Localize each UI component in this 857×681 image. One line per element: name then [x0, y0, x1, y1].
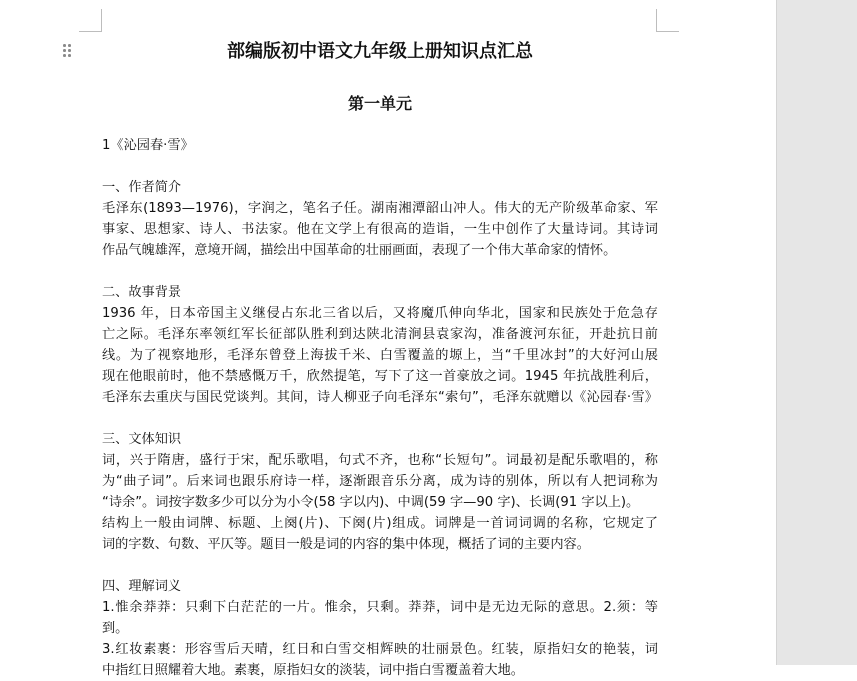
- paragraph-line: “诗余”。词按字数多少可以分为小令(58 字以内)、中调(59 字—90 字)、长调(91 字以上)。: [102, 495, 640, 510]
- drag-handle-icon[interactable]: [63, 44, 71, 58]
- paragraph-line: 事家、思想家、诗人、书法家。他在文学上有很高的造诣，一生中创作了大量诗词。其诗词: [102, 222, 658, 237]
- page-margin-corner-top-right: [656, 9, 679, 32]
- paragraph-line: 作品气魄雄浑，意境开阔，描绘出中国革命的壮丽画面，表现了一个伟大革命家的情怀。: [102, 243, 617, 258]
- section-heading-background: 二、故事背景: [102, 285, 182, 300]
- paragraph-line: 毛泽东去重庆与国民党谈判。其间，诗人柳亚子向毛泽东“索句”，毛泽东就赠以《沁园春·雪》: [102, 390, 658, 405]
- paragraph-line: 亡之际。毛泽东率领红军长征部队胜利到达陕北清涧县袁家沟，准备渡河东征，开赴抗日前: [102, 327, 658, 342]
- paragraph-line: 中指红日照耀着大地。素裹，原指妇女的淡装，词中指白雪覆盖着大地。: [102, 663, 524, 678]
- paragraph-line: 词的字数、句数、平仄等。题目一般是词的内容的集中体现，概括了词的主要内容。: [102, 537, 590, 552]
- paragraph-line: 3.红妆素裹：形容雪后天晴，红日和白雪交相辉映的壮丽景色。红装，原指妇女的艳装，词: [102, 642, 658, 657]
- paragraph-line: 到。: [102, 621, 129, 636]
- paragraph-line: 词，兴于隋唐，盛行于宋，配乐歌唱，句式不齐，也称“长短句”。词最初是配乐歌唱的，称: [102, 453, 658, 468]
- section-heading-vocabulary: 四、理解词义: [102, 579, 182, 594]
- paragraph-line: 线。为了视察地形，毛泽东曾登上海拔千米、白雪覆盖的塬上，当“千里冰封”的大好河山展: [102, 348, 658, 363]
- paragraph-line: 现在他眼前时，他不禁感慨万千，欣然提笔，写下了这一首豪放之词。1945 年抗战胜利后，: [102, 369, 658, 384]
- document-title: 部编版初中语文九年级上册知识点汇总: [227, 41, 533, 62]
- paragraph-line: 结构上一般由词牌、标题、上阕(片)、下阕(片)组成。词牌是一首词词调的名称，它规定了: [102, 516, 658, 531]
- paragraph-line: 1936 年，日本帝国主义继侵占东北三省以后，又将魔爪伸向华北，国家和民族处于危急存: [102, 306, 658, 321]
- window-gutter: [776, 0, 857, 665]
- paragraph-line: 为“曲子词”。后来词也跟乐府诗一样，逐渐跟音乐分离，成为诗的别体，所以有人把词称为: [102, 474, 658, 489]
- paragraph-line: 1.惟余莽莽：只剩下白茫茫的一片。惟余，只剩。莽莽，词中是无边无际的意思。2.须：等: [102, 600, 658, 615]
- section-heading-genre: 三、文体知识: [102, 432, 182, 447]
- unit-title: 第一单元: [347, 94, 412, 113]
- page-margin-corner-top-left: [79, 9, 102, 32]
- lesson-title: 1《沁园春·雪》: [102, 138, 194, 153]
- section-heading-author: 一、作者简介: [102, 180, 182, 195]
- paragraph-line: 毛泽东(1893—1976)，字润之，笔名子任。湖南湘潭韶山冲人。伟大的无产阶级革命家、军: [102, 201, 658, 216]
